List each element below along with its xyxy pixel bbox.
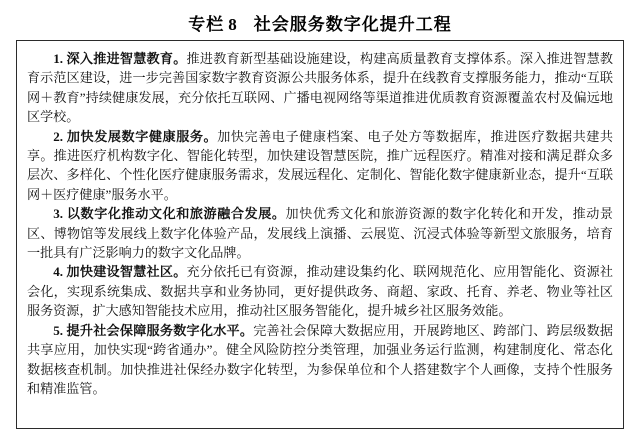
paragraph-5-text: 完善社会保障大数据应用，开展跨地区、跨部门、跨层级数据共享应用，加快实现“跨省通办”。健全风险防控分类管理，加强业务运行监测，构建制度化、常态化数据核查机制。加快推进社保经办数字化转型，为参保单位和个人搭建数字个人画像，支持个性服务和精准监管。	[27, 322, 614, 396]
paragraph-1-text: 推进教育新型基础设施建设，构建高质量教育支撑体系。深入推进智慧教育示范区建设，进一步完善国家数字教育资源公共服务体系，提升在线教育支撑服务能力，推动“互联网＋教育”持续健康发展，充分依托互联网、广播电视网络等渠道推进优质教育资源覆盖农村及偏远地区学校。	[27, 51, 614, 125]
body-text	[27, 49, 613, 398]
paragraph-2-text: 加快完善电子健康档案、电子处方等数据库，推进医疗数据共建共享。推进医疗机构数字化、智能化转型，加快建设智慧医院，推广远程医疗。精准对接和满足群众多层次、多样化、个性化医疗健康服务需求，发展远程化、定制化、智能化数字健康新业态，提升“互联网＋医疗健康”服务水平。	[27, 128, 613, 202]
title-name: 社会服务数字化提升工程	[253, 15, 452, 34]
paragraph-1	[27, 49, 613, 127]
paragraph-4	[27, 262, 613, 320]
paragraph-4-text: 充分依托已有资源，推动建设集约化、联网规范化、应用智能化、资源社会化，实现系统集成、数据共享和业务协同，更好提供政务、商超、家政、托育、养老、物业等社区服务资源，扩大感知智能技术应用，推动社区服务智能化，提升城乡社区服务效能。	[27, 264, 614, 319]
paragraph-2-lead: 2. 加快发展数字健康服务。	[53, 128, 218, 144]
paragraph-3-lead: 3. 以数字化推动文化和旅游融合发展。	[53, 206, 286, 222]
paragraph-3	[27, 204, 613, 262]
paragraph-5-lead: 5. 提升社会保障服务数字化水平。	[53, 322, 254, 338]
paragraph-4-lead: 4. 加快建设智慧社区。	[53, 264, 187, 280]
title-number: 8	[228, 15, 238, 34]
paragraph-1-lead: 1. 深入推进智慧教育。	[53, 51, 187, 66]
paragraph-5	[27, 321, 613, 399]
paragraph-2	[27, 127, 613, 205]
page-title	[0, 0, 640, 44]
content-frame	[16, 40, 624, 429]
paragraph-3-text: 加快优秀文化和旅游资源的数字化转化和开发，推动景区、博物馆等发展线上数字化体验产品，发展线上演播、云展览、沉浸式体验等新型文旅服务，培育一批具有广泛影响力的数字文化品牌。	[27, 206, 614, 261]
title-label: 专栏	[188, 15, 225, 34]
